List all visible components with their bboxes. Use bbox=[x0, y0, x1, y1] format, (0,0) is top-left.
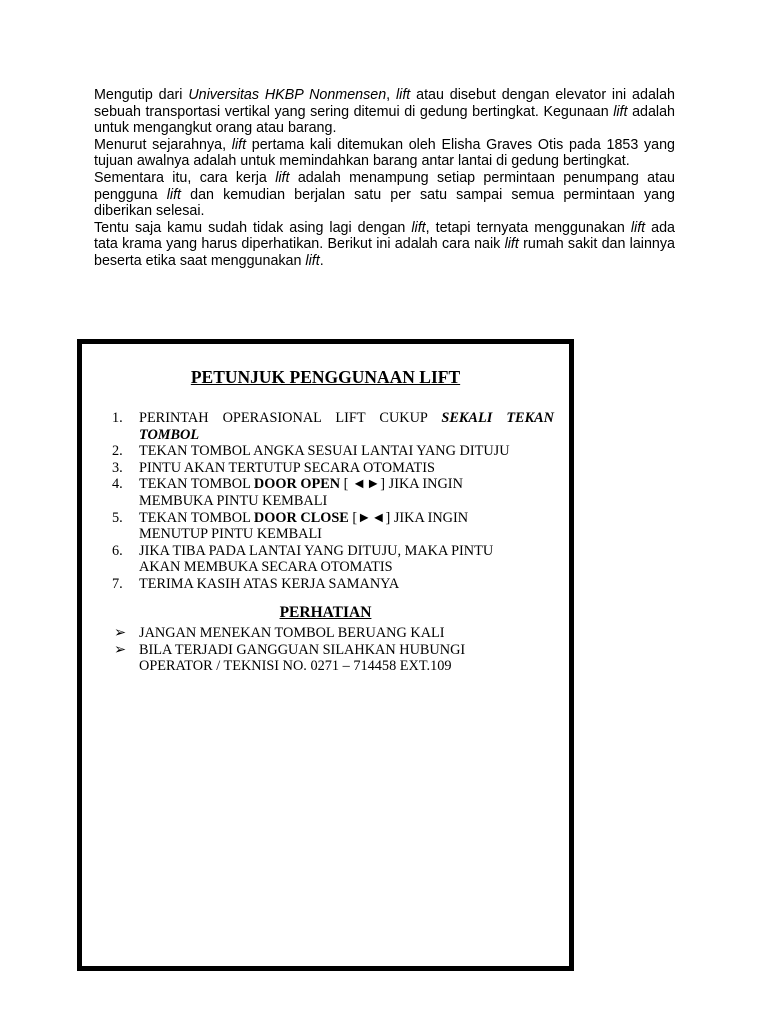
intro-text bbox=[94, 87, 675, 270]
step-text: TEKAN TOMBOL ANGKA SESUAI LANTAI YANG DITUJU bbox=[139, 443, 510, 460]
intro-paragraph bbox=[94, 220, 675, 270]
step-text: MENUTUP PINTU KEMBALI bbox=[139, 526, 322, 543]
text-run: , bbox=[386, 87, 396, 103]
warning-item bbox=[112, 642, 532, 675]
text-run: pertama kali ditemukan oleh Elisha Graves Otis pada 1853 yang tujuan awalnya adalah untuk memindahkan barang antar lantai di gedung bertingkat. bbox=[94, 136, 675, 170]
step-number: 6. bbox=[112, 542, 123, 559]
text-run: atau disebut dengan elevator ini adalah sebuah transportasi vertikal yang sering ditemui di gedung bertingkat. Kegunaan bbox=[94, 87, 675, 120]
text-run: Menurut sejarahnya, bbox=[94, 136, 232, 153]
arrow-bullet-icon: ➢ bbox=[114, 625, 126, 641]
notice-title: PETUNJUK PENGGUNAAN LIFT bbox=[190, 367, 461, 387]
text-run: . bbox=[319, 252, 324, 269]
intro-paragraph bbox=[94, 170, 675, 220]
step-text: PINTU AKAN TERTUTUP SECARA OTOMATIS bbox=[139, 459, 435, 476]
text-run: dan kemudian berjalan satu per satu sampai semua permintaan yang diberikan selesai. bbox=[94, 186, 675, 220]
warning-item bbox=[112, 625, 532, 642]
instruction-step bbox=[112, 410, 554, 443]
step-number: 5. bbox=[112, 509, 123, 526]
step-text: TEKAN TOMBOL bbox=[139, 509, 254, 526]
italic-term: lift bbox=[411, 219, 426, 236]
italic-term: lift bbox=[613, 103, 628, 120]
text-run: Mengutip dari bbox=[94, 87, 189, 103]
step-number: 7. bbox=[112, 575, 123, 592]
step-text: [ ◄►] JIKA INGIN bbox=[340, 476, 463, 493]
warning-text: OPERATOR / TEKNISI NO. 0271 – 714458 EXT.109 bbox=[139, 658, 452, 675]
instruction-step bbox=[112, 443, 554, 460]
text-run: ada tata krama yang harus diperhatikan. Berikut ini adalah cara naik bbox=[94, 219, 675, 253]
step-text: TEKAN TOMBOL bbox=[139, 476, 254, 493]
instruction-step bbox=[112, 543, 554, 576]
emphasis-text: DOOR OPEN bbox=[253, 476, 341, 493]
text-run: rumah sakit dan lainnya beserta etika saat menggunakan bbox=[94, 236, 675, 269]
intro-paragraph bbox=[94, 87, 675, 137]
italic-term: lift bbox=[395, 87, 411, 103]
emphasis-text: DOOR CLOSE bbox=[253, 509, 349, 526]
warning-title: PERHATIAN bbox=[279, 604, 372, 621]
lift-instructions-content bbox=[82, 344, 569, 966]
text-run: , tetapi ternyata menggunakan bbox=[425, 219, 631, 236]
arrow-bullet-icon: ➢ bbox=[114, 641, 126, 658]
step-text: AKAN MEMBUKA SECARA OTOMATIS bbox=[139, 559, 393, 576]
warning-text: BILA TERJADI GANGGUAN SILAHKAN HUBUNGI bbox=[139, 641, 466, 658]
italic-term: lift bbox=[275, 169, 290, 186]
step-text: [►◄] JIKA INGIN bbox=[348, 509, 469, 526]
instruction-step bbox=[112, 476, 554, 509]
text-run: adalah menampung setiap permintaan penumpang atau pengguna bbox=[94, 169, 675, 203]
italic-term: Universitas HKBP Nonmensen bbox=[188, 87, 387, 103]
lift-instructions-box bbox=[77, 339, 574, 971]
step-number: 4. bbox=[112, 476, 123, 493]
step-number: 1. bbox=[112, 410, 123, 426]
emphasis-text: SEKALI TEKAN TOMBOL bbox=[139, 410, 554, 443]
step-text: TERIMA KASIH ATAS KERJA SAMANYA bbox=[139, 575, 400, 592]
step-text: PERINTAH OPERASIONAL LIFT CUKUP bbox=[139, 410, 442, 426]
step-number: 3. bbox=[112, 459, 123, 476]
step-text: MEMBUKA PINTU KEMBALI bbox=[139, 492, 328, 509]
intro-paragraph bbox=[94, 137, 675, 170]
text-run: Tentu saja kamu sudah tidak asing lagi dengan bbox=[94, 219, 412, 236]
instruction-list bbox=[112, 410, 554, 593]
italic-term: lift bbox=[504, 236, 519, 253]
instruction-step bbox=[112, 460, 554, 477]
warning-list bbox=[112, 625, 532, 675]
italic-term: lift bbox=[231, 136, 247, 153]
text-run: Sementara itu, cara kerja bbox=[94, 169, 276, 186]
instruction-step bbox=[112, 576, 554, 593]
warning-text: JANGAN MENEKAN TOMBOL BERUANG KALI bbox=[139, 625, 445, 641]
step-text: JIKA TIBA PADA LANTAI YANG DITUJU, MAKA PINTU bbox=[139, 542, 494, 559]
italic-term: lift bbox=[166, 186, 182, 203]
step-number: 2. bbox=[112, 443, 123, 460]
text-run: adalah untuk mengangkut orang atau barang. bbox=[94, 103, 675, 137]
italic-term: lift bbox=[305, 252, 320, 269]
instruction-step bbox=[112, 510, 554, 543]
italic-term: lift bbox=[630, 219, 646, 236]
